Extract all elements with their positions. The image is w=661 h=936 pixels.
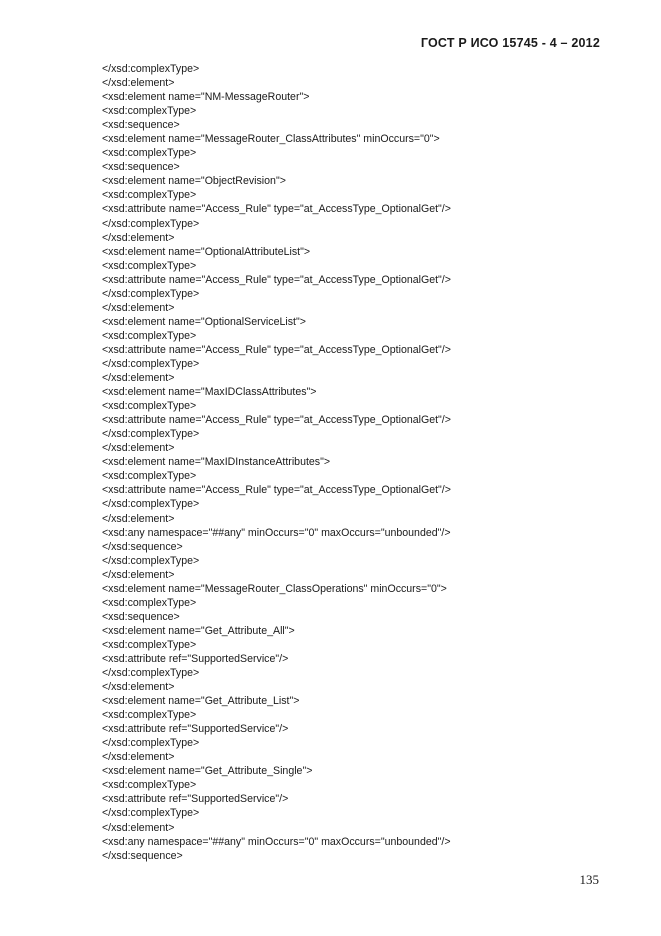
page-number: 135 bbox=[579, 872, 599, 887]
code-line: </xsd:element> bbox=[102, 372, 175, 385]
code-line: <xsd:element name="OptionalServiceList"> bbox=[102, 315, 306, 328]
code-line: <xsd:attribute ref="SupportedService"/> bbox=[102, 793, 289, 806]
code-line: </xsd:element> bbox=[102, 821, 175, 834]
code-line: </xsd:element> bbox=[102, 751, 175, 764]
code-line: </xsd:element> bbox=[102, 568, 175, 581]
code-line: <xsd:complexType> bbox=[102, 147, 197, 160]
code-line: <xsd:complexType> bbox=[102, 470, 197, 483]
code-line: </xsd:element> bbox=[102, 512, 175, 525]
code-line: <xsd:sequence> bbox=[102, 119, 180, 132]
code-line: <xsd:element name="MessageRouter_ClassOperations" minOccurs="0"> bbox=[102, 582, 447, 595]
code-line: <xsd:any namespace="##any" minOccurs="0" maxOccurs="unbounded"/> bbox=[102, 526, 451, 539]
code-line: </xsd:complexType> bbox=[102, 737, 200, 750]
code-line: <xsd:complexType> bbox=[102, 779, 197, 792]
code-line: <xsd:attribute name="Access_Rule" type="at_AccessType_OptionalGet"/> bbox=[102, 273, 451, 286]
code-line: <xsd:element name="Get_Attribute_All"> bbox=[102, 624, 295, 637]
code-line: <xsd:complexType> bbox=[102, 105, 197, 118]
code-line: </xsd:complexType> bbox=[102, 807, 200, 820]
code-line: <xsd:complexType> bbox=[102, 259, 197, 272]
code-line: </xsd:element> bbox=[102, 681, 175, 694]
code-line: </xsd:complexType> bbox=[102, 667, 200, 680]
code-line: </xsd:complexType> bbox=[102, 63, 200, 75]
code-line: </xsd:element> bbox=[102, 301, 175, 314]
code-line: </xsd:sequence> bbox=[102, 849, 183, 862]
code-line: <xsd:element name="ObjectRevision"> bbox=[102, 175, 286, 188]
document-standard-header: ГОСТ Р ИСО 15745 - 4 – 2012 bbox=[420, 36, 600, 50]
code-line: <xsd:attribute ref="SupportedService"/> bbox=[102, 652, 289, 665]
code-line: </xsd:complexType> bbox=[102, 217, 200, 230]
code-line: <xsd:element name="OptionalAttributeList"> bbox=[102, 245, 311, 258]
code-line: <xsd:complexType> bbox=[102, 709, 197, 722]
code-line: <xsd:attribute name="Access_Rule" type="at_AccessType_OptionalGet"/> bbox=[102, 484, 451, 497]
code-line: </xsd:element> bbox=[102, 231, 175, 244]
code-line: <xsd:attribute name="Access_Rule" type="at_AccessType_OptionalGet"/> bbox=[102, 203, 451, 216]
code-line: </xsd:complexType> bbox=[102, 428, 200, 441]
code-line: </xsd:complexType> bbox=[102, 357, 200, 370]
code-line: <xsd:complexType> bbox=[102, 638, 197, 651]
code-line: <xsd:complexType> bbox=[102, 329, 197, 342]
code-line: </xsd:element> bbox=[102, 442, 175, 455]
code-line: <xsd:element name="MessageRouter_ClassAttributes" minOccurs="0"> bbox=[102, 133, 440, 146]
code-line: </xsd:element> bbox=[102, 77, 175, 90]
code-line: <xsd:complexType> bbox=[102, 596, 197, 609]
code-line: </xsd:complexType> bbox=[102, 554, 200, 567]
code-line: <xsd:attribute name="Access_Rule" type="at_AccessType_OptionalGet"/> bbox=[102, 343, 451, 356]
code-line: </xsd:sequence> bbox=[102, 540, 183, 553]
code-line: <xsd:element name="Get_Attribute_List"> bbox=[102, 695, 300, 708]
code-line: <xsd:sequence> bbox=[102, 610, 180, 623]
xsd-code-listing bbox=[102, 62, 451, 863]
code-line: <xsd:attribute ref="SupportedService"/> bbox=[102, 723, 289, 736]
code-line: <xsd:element name="NM-MessageRouter"> bbox=[102, 91, 310, 104]
code-line: </xsd:complexType> bbox=[102, 287, 200, 300]
code-line: <xsd:element name="Get_Attribute_Single"> bbox=[102, 765, 313, 778]
code-line: <xsd:element name="MaxIDClassAttributes"> bbox=[102, 386, 317, 399]
code-line: <xsd:complexType> bbox=[102, 400, 197, 413]
code-line: <xsd:attribute name="Access_Rule" type="at_AccessType_OptionalGet"/> bbox=[102, 414, 451, 427]
code-line: </xsd:complexType> bbox=[102, 498, 200, 511]
code-line: <xsd:sequence> bbox=[102, 161, 180, 174]
code-line: <xsd:element name="MaxIDInstanceAttributes"> bbox=[102, 456, 331, 469]
code-line: <xsd:any namespace="##any" minOccurs="0" maxOccurs="unbounded"/> bbox=[102, 835, 451, 848]
code-line: <xsd:complexType> bbox=[102, 189, 197, 202]
